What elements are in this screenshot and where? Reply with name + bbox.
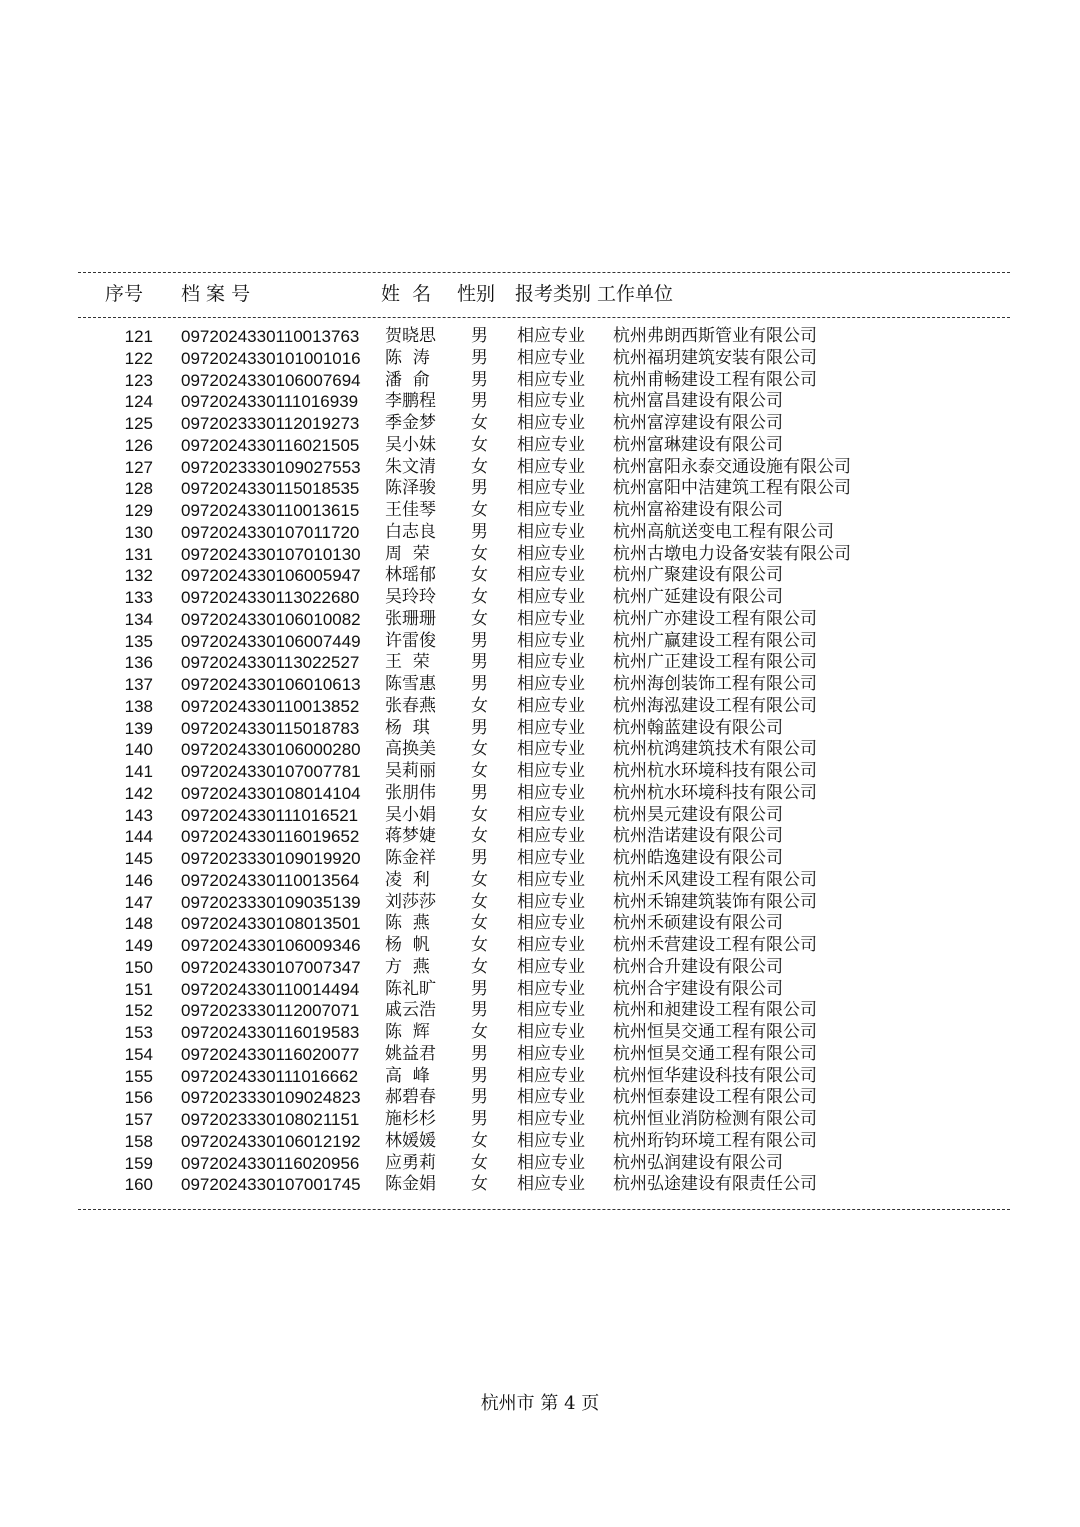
row-index: 154 [124,1044,153,1064]
row-name: 林瑶郁 [385,565,436,586]
row-sex: 女 [471,456,488,477]
row-file-number: 0972024330106007694 [181,370,361,390]
header-sex: 性别 [457,283,496,305]
table-row [0,1044,1080,1066]
row-category: 相应专业 [517,913,585,934]
row-index: 138 [124,696,153,716]
row-category: 相应专业 [517,587,585,607]
table-row [0,783,1080,805]
row-file-number: 0972024330110013852 [181,696,360,716]
table-row [0,935,1080,957]
row-category: 相应专业 [517,1152,585,1173]
row-work-unit: 杭州皓逸建设有限公司 [613,848,783,868]
row-name: 张朋伟 [385,782,436,803]
row-file-number: 0972024330106000280 [181,740,361,760]
table-row [0,565,1080,587]
row-index: 143 [124,805,153,825]
row-index: 132 [124,566,153,586]
row-index: 146 [124,870,153,890]
row-sex: 女 [471,1022,488,1042]
row-name: 凌 利 [385,869,430,890]
row-name: 杨 帆 [385,935,430,955]
row-index: 152 [124,1001,153,1021]
row-sex: 男 [471,369,488,390]
row-index: 148 [124,914,153,934]
row-name: 陈 燕 [385,913,430,934]
page-footer: 杭州市 第 4 页 [480,1393,600,1414]
row-name: 季金梦 [385,413,436,433]
row-work-unit: 杭州禾硕建设有限公司 [613,913,783,934]
row-category: 相应专业 [517,347,585,368]
row-file-number: 0972023330109024823 [181,1088,361,1108]
row-file-number: 0972023330109035139 [181,892,361,912]
row-category: 相应专业 [517,434,585,455]
row-sex: 女 [471,1174,488,1195]
row-sex: 男 [471,1065,488,1086]
row-file-number: 0972024330108014104 [181,783,361,803]
row-category: 相应专业 [517,674,585,694]
row-file-number: 0972024330116020956 [181,1153,360,1173]
row-category: 相应专业 [517,478,585,499]
row-work-unit: 杭州广聚建设有限公司 [613,565,783,586]
table-row [0,391,1080,413]
row-category: 相应专业 [517,500,585,520]
row-sex: 女 [471,913,488,934]
table-row [0,696,1080,718]
row-work-unit: 杭州弘润建设有限公司 [613,1152,783,1173]
row-work-unit: 杭州广赢建设工程有限公司 [613,630,817,651]
row-file-number: 0972024330116019652 [181,827,360,847]
row-category: 相应专业 [517,869,585,890]
row-sex: 女 [471,956,488,977]
row-work-unit: 杭州广延建设有限公司 [613,587,783,607]
row-name: 许雷俊 [385,630,436,651]
row-work-unit: 杭州珩钧环境工程有限公司 [613,1130,817,1151]
row-name: 施杉杉 [385,1109,436,1129]
row-index: 129 [124,501,153,520]
row-sex: 男 [471,326,488,346]
row-name: 陈 涛 [385,347,430,368]
row-work-unit: 杭州昊元建设有限公司 [613,804,783,825]
table-row [0,1087,1080,1109]
row-work-unit: 杭州富裕建设有限公司 [613,500,783,520]
row-file-number: 0972023330109027553 [181,457,361,477]
row-category: 相应专业 [517,1174,585,1195]
row-name: 蒋梦婕 [385,826,436,847]
row-work-unit: 杭州和昶建设工程有限公司 [613,1000,817,1021]
row-category: 相应专业 [517,326,585,346]
row-name: 陈金祥 [385,848,436,868]
table-row [0,674,1080,696]
row-file-number: 0972024330110014494 [181,979,360,999]
row-index: 125 [124,414,153,433]
row-name: 潘 俞 [385,369,430,390]
row-name: 陈雪惠 [385,674,436,694]
row-file-number: 0972024330106009346 [181,936,361,955]
table-row [0,457,1080,479]
row-sex: 女 [471,869,488,890]
row-index: 134 [124,609,153,629]
row-work-unit: 杭州富昌建设有限公司 [613,391,783,412]
row-index: 150 [124,957,153,977]
header-index: 序号 [105,283,144,305]
row-category: 相应专业 [517,695,585,716]
row-work-unit: 杭州恒华建设科技有限公司 [613,1065,817,1086]
table-row [0,1153,1080,1175]
row-work-unit: 杭州古墩电力设备安装有限公司 [613,543,851,564]
row-sex: 男 [471,630,488,651]
table-row [0,544,1080,566]
row-work-unit: 杭州合升建设有限公司 [613,956,783,977]
row-name: 陈泽骏 [385,478,436,499]
row-work-unit: 杭州禾营建设工程有限公司 [613,935,817,955]
row-sex: 男 [471,1000,488,1021]
row-index: 141 [124,762,153,781]
row-category: 相应专业 [517,826,585,847]
header-dashed-rule [78,317,1010,318]
row-category: 相应专业 [517,956,585,977]
table-row [0,739,1080,761]
row-category: 相应专业 [517,761,585,781]
row-sex: 女 [471,565,488,586]
table-row [0,892,1080,914]
row-name: 张珊珊 [385,608,436,629]
row-name: 周 荣 [385,543,430,564]
row-category: 相应专业 [517,456,585,477]
row-file-number: 0972024330116019583 [181,1023,360,1042]
top-dashed-rule [78,272,1010,273]
row-file-number: 0972024330106010613 [181,675,361,694]
row-file-number: 0972024330115018783 [181,718,360,738]
row-category: 相应专业 [517,1043,585,1064]
row-name: 陈礼旷 [385,978,436,999]
row-work-unit: 杭州甫畅建设工程有限公司 [613,369,817,390]
row-sex: 男 [471,674,488,694]
row-name: 戚云浩 [385,1000,436,1021]
table-row [0,326,1080,348]
row-file-number: 0972024330111016521 [181,805,359,825]
row-work-unit: 杭州杭水环境科技有限公司 [613,761,817,781]
row-category: 相应专业 [517,391,585,412]
row-index: 149 [124,936,153,955]
row-work-unit: 杭州海泓建设工程有限公司 [613,695,817,716]
table-row [0,435,1080,457]
row-index: 124 [124,392,153,412]
row-category: 相应专业 [517,782,585,803]
row-category: 相应专业 [517,1065,585,1086]
table-row [0,370,1080,392]
row-sex: 男 [471,1109,488,1129]
table-row [0,805,1080,827]
row-sex: 女 [471,695,488,716]
row-sex: 女 [471,935,488,955]
table-row [0,631,1080,653]
row-sex: 男 [471,478,488,499]
row-category: 相应专业 [517,848,585,868]
row-name: 朱文清 [385,456,436,477]
table-row [0,1131,1080,1153]
row-sex: 男 [471,717,488,738]
table-body [0,326,1080,1196]
table-row [0,1174,1080,1196]
row-file-number: 0972024330116021505 [181,435,360,455]
row-work-unit: 杭州杭水环境科技有限公司 [613,782,817,803]
row-index: 158 [124,1131,153,1151]
row-index: 133 [124,588,153,607]
row-sex: 女 [471,739,488,760]
row-index: 160 [124,1175,153,1195]
row-name: 王佳琴 [385,500,436,520]
row-name: 吴莉丽 [385,761,436,781]
row-work-unit: 杭州恒业消防检测有限公司 [613,1109,817,1129]
table-row [0,587,1080,609]
row-index: 151 [124,979,153,999]
row-sex: 男 [471,1087,488,1108]
row-work-unit: 杭州恒泰建设工程有限公司 [613,1087,817,1108]
table-row [0,609,1080,631]
header-work-unit: 工作单位 [597,283,674,305]
row-sex: 女 [471,804,488,825]
row-index: 142 [124,783,153,803]
row-file-number: 0972024330107001745 [181,1175,361,1195]
row-file-number: 0972024330111016939 [181,392,359,412]
row-category: 相应专业 [517,1087,585,1108]
table-row [0,718,1080,740]
row-name: 杨 琪 [385,717,430,738]
row-file-number: 0972024330107007781 [181,762,361,781]
row-file-number: 0972024330107011720 [181,522,360,542]
row-name: 应勇莉 [385,1152,436,1173]
row-file-number: 0972024330115018535 [181,479,360,499]
row-work-unit: 杭州富阳中洁建筑工程有限公司 [613,478,851,499]
row-category: 相应专业 [517,935,585,955]
table-row [0,348,1080,370]
table-row [0,500,1080,522]
row-file-number: 0972024330106010082 [181,609,361,629]
row-name: 贺晓思 [385,326,436,346]
row-category: 相应专业 [517,1022,585,1042]
row-work-unit: 杭州富琳建设有限公司 [613,434,783,455]
row-index: 121 [124,327,153,346]
row-name: 高换美 [385,739,436,760]
row-category: 相应专业 [517,630,585,651]
row-sex: 男 [471,978,488,999]
row-sex: 女 [471,1130,488,1151]
row-work-unit: 杭州广正建设工程有限公司 [613,652,817,673]
row-file-number: 0972023330108021151 [181,1110,360,1129]
row-sex: 女 [471,891,488,912]
header-file-number: 档 案 号 [181,283,251,305]
bottom-dashed-rule [78,1209,1010,1210]
table-row [0,413,1080,435]
row-index: 147 [124,892,153,912]
row-sex: 男 [471,782,488,803]
row-sex: 男 [471,652,488,673]
row-category: 相应专业 [517,717,585,738]
row-sex: 女 [471,826,488,847]
row-file-number: 0972024330110013564 [181,870,360,890]
row-work-unit: 杭州富阳永泰交通设施有限公司 [613,456,851,477]
row-category: 相应专业 [517,978,585,999]
row-work-unit: 杭州禾风建设工程有限公司 [613,869,817,890]
row-file-number: 0972024330107007347 [181,957,361,977]
row-category: 相应专业 [517,608,585,629]
table-row [0,913,1080,935]
row-category: 相应专业 [517,1109,585,1129]
table-row [0,826,1080,848]
row-file-number: 0972024330113022527 [181,653,360,673]
row-name: 白志良 [385,521,436,542]
row-name: 吴小娟 [385,804,436,825]
table-row [0,979,1080,1001]
row-file-number: 0972024330106005947 [181,566,361,586]
row-category: 相应专业 [517,739,585,760]
table-row [0,848,1080,870]
row-sex: 女 [471,587,488,607]
header-category: 报考类别 [515,283,592,305]
row-category: 相应专业 [517,413,585,433]
row-sex: 女 [471,413,488,433]
row-work-unit: 杭州弗朗西斯管业有限公司 [613,326,817,346]
row-work-unit: 杭州海创装饰工程有限公司 [613,674,817,694]
table-row [0,1109,1080,1131]
table-row [0,1066,1080,1088]
row-index: 139 [124,718,153,738]
row-index: 123 [124,370,153,390]
row-work-unit: 杭州弘途建设有限责任公司 [613,1174,817,1195]
row-work-unit: 杭州浩诺建设有限公司 [613,826,783,847]
row-category: 相应专业 [517,1130,585,1151]
row-work-unit: 杭州富淳建设有限公司 [613,413,783,433]
row-file-number: 0972023330109019920 [181,849,361,868]
row-work-unit: 杭州翰蓝建设有限公司 [613,717,783,738]
row-sex: 女 [471,434,488,455]
row-index: 122 [124,348,153,368]
table-row [0,1000,1080,1022]
row-index: 159 [124,1153,153,1173]
row-work-unit: 杭州杭鸿建筑技术有限公司 [613,739,817,760]
row-name: 陈金娟 [385,1174,436,1195]
row-work-unit: 杭州恒昊交通工程有限公司 [613,1043,817,1064]
table-row [0,478,1080,500]
table-row [0,522,1080,544]
row-file-number: 0972024330113022680 [181,588,360,607]
row-index: 135 [124,631,153,651]
row-name: 吴小妹 [385,434,436,455]
row-category: 相应专业 [517,891,585,912]
row-file-number: 0972024330106007449 [181,631,361,651]
row-index: 156 [124,1088,153,1108]
header-name: 姓 名 [381,283,432,305]
row-index: 157 [124,1110,153,1129]
row-name: 刘莎莎 [385,891,436,912]
row-category: 相应专业 [517,543,585,564]
table-row [0,870,1080,892]
row-work-unit: 杭州合宇建设有限公司 [613,978,783,999]
row-index: 140 [124,740,153,760]
row-file-number: 0972024330110013763 [181,327,360,346]
row-name: 李鹏程 [385,391,436,412]
row-category: 相应专业 [517,565,585,586]
row-category: 相应专业 [517,521,585,542]
row-sex: 女 [471,500,488,520]
row-file-number: 0972024330101001016 [181,348,361,368]
row-index: 131 [124,544,153,564]
row-work-unit: 杭州广亦建设工程有限公司 [613,608,817,629]
row-category: 相应专业 [517,804,585,825]
row-file-number: 0972024330110013615 [181,501,360,520]
table-row [0,957,1080,979]
row-sex: 女 [471,761,488,781]
table-row [0,652,1080,674]
row-index: 136 [124,653,153,673]
row-category: 相应专业 [517,1000,585,1021]
row-index: 145 [124,849,153,868]
row-index: 127 [124,457,153,477]
row-sex: 男 [471,1043,488,1064]
row-name: 陈 辉 [385,1022,430,1042]
row-work-unit: 杭州禾锦建筑装饰有限公司 [613,891,817,912]
row-work-unit: 杭州高航送变电工程有限公司 [613,521,834,542]
row-file-number: 0972024330111016662 [181,1066,359,1086]
row-name: 姚益君 [385,1043,436,1064]
row-index: 130 [124,522,153,542]
row-index: 153 [124,1023,153,1042]
row-file-number: 0972024330107010130 [181,544,361,564]
row-index: 126 [124,435,153,455]
row-sex: 男 [471,391,488,412]
row-sex: 女 [471,608,488,629]
row-sex: 男 [471,347,488,368]
row-file-number: 0972024330116020077 [181,1044,360,1064]
row-name: 林媛媛 [385,1130,436,1151]
row-category: 相应专业 [517,369,585,390]
row-file-number: 0972024330108013501 [181,914,361,934]
row-file-number: 0972024330106012192 [181,1131,361,1151]
row-name: 高 峰 [385,1065,430,1086]
table-row [0,1022,1080,1044]
row-index: 144 [124,827,153,847]
row-sex: 男 [471,521,488,542]
table-row [0,761,1080,783]
row-work-unit: 杭州恒昊交通工程有限公司 [613,1022,817,1042]
row-name: 王 荣 [385,652,430,673]
row-name: 郝碧春 [385,1087,436,1108]
row-category: 相应专业 [517,652,585,673]
row-name: 张春燕 [385,695,436,716]
row-name: 方 燕 [385,956,430,977]
row-file-number: 0972023330112007071 [181,1001,360,1021]
row-sex: 女 [471,543,488,564]
row-sex: 女 [471,1152,488,1173]
row-name: 吴玲玲 [385,587,436,607]
row-index: 137 [124,675,153,694]
row-file-number: 0972023330112019273 [181,414,360,433]
row-index: 128 [124,479,153,499]
row-sex: 男 [471,848,488,868]
row-index: 155 [124,1066,153,1086]
row-work-unit: 杭州福玥建筑安装有限公司 [613,347,817,368]
